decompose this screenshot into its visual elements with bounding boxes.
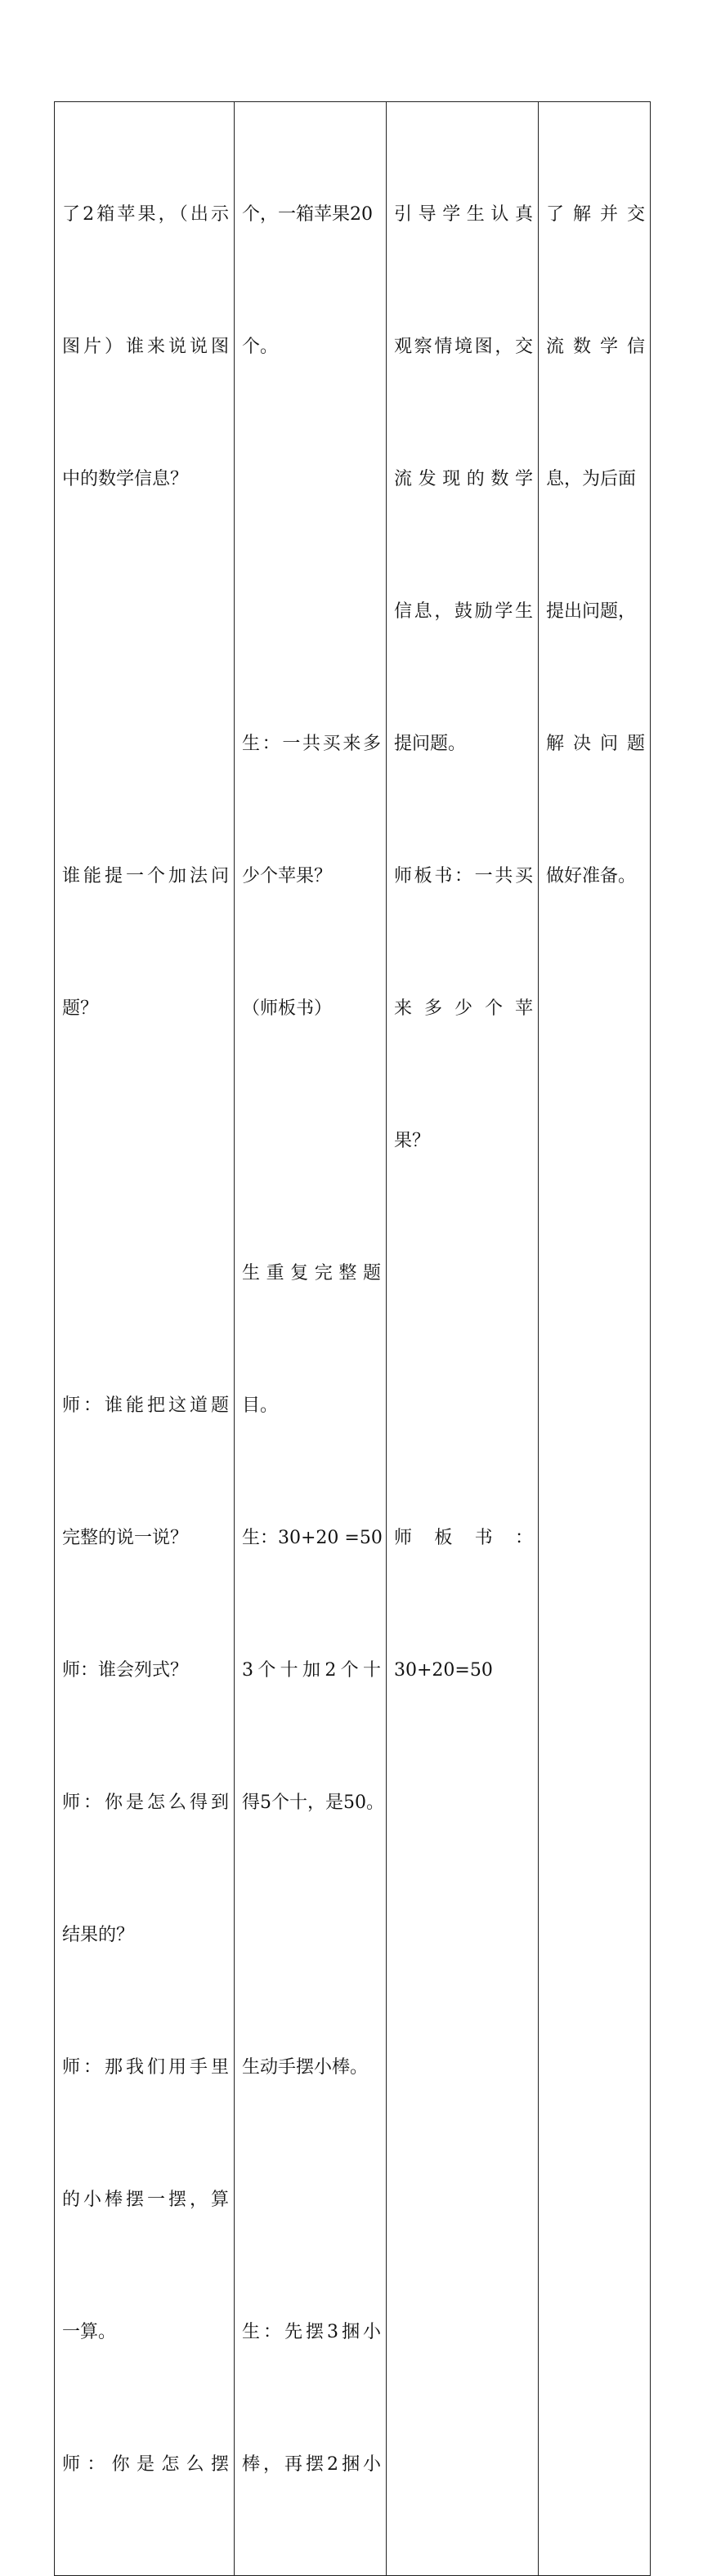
teacher-activity-text	[55, 102, 234, 2575]
text-line	[242, 2178, 381, 2222]
text-line	[242, 1913, 381, 1958]
text-line: 生动手摆小棒。	[242, 2057, 369, 2078]
text-line: 观察情境图，交	[394, 337, 533, 357]
text-line	[394, 1913, 533, 1958]
text-line	[394, 1781, 533, 1825]
text-line	[242, 1119, 381, 1163]
text-line: 引导学生认真	[394, 204, 533, 225]
text-line: 信息，鼓励学生	[394, 601, 533, 622]
text-line: 做好准备。	[546, 866, 637, 886]
text-line: 师：谁会列式？	[62, 1660, 189, 1681]
text-line: 谁能提一个加法问	[62, 866, 229, 886]
text-line: 结果的？	[62, 1925, 135, 1945]
text-line	[546, 2310, 645, 2355]
text-line: 流数学信	[546, 337, 645, 357]
student-activity-cell	[235, 102, 387, 2576]
text-line	[62, 1119, 229, 1163]
text-line: 3个十加2个十	[242, 1660, 381, 1681]
text-line: 中的数学信息？	[62, 469, 189, 489]
text-line: 得5个十，是50。	[242, 1792, 384, 1813]
table-row	[55, 102, 651, 2576]
text-line: 生：30+20 =50	[242, 1528, 383, 1548]
text-line	[242, 458, 381, 502]
text-line: 师：你是怎么得到	[62, 1792, 229, 1813]
text-line	[546, 2178, 645, 2222]
teacher-activity-cell	[55, 102, 235, 2576]
text-line: 生：先摆3捆小	[242, 2322, 381, 2342]
text-line: 息，为后面	[546, 469, 637, 489]
text-line: 的小棒摆一摆，算	[62, 2190, 229, 2210]
text-line	[242, 590, 381, 634]
text-line	[62, 590, 229, 634]
text-line: 提问题。	[394, 734, 467, 754]
text-line: 师板书：一共买	[394, 866, 533, 886]
text-line: 师：谁能把这道题	[62, 1395, 229, 1416]
text-line: 师：那我们用手里	[62, 2057, 229, 2078]
design-intent-cell	[387, 102, 539, 2576]
text-line	[394, 2310, 533, 2355]
text-line	[546, 2046, 645, 2090]
text-line	[394, 1252, 533, 1296]
student-activity-text	[235, 102, 386, 2575]
text-line: 少个苹果？	[242, 866, 333, 886]
text-line: 一算。	[62, 2322, 117, 2342]
text-line	[546, 1384, 645, 1428]
text-line: （师板书）	[242, 998, 333, 1019]
text-line: 生：一共买来多	[242, 734, 381, 754]
purpose-text	[539, 102, 650, 2575]
text-line	[546, 1252, 645, 1296]
text-line: 生重复完整题	[242, 1263, 381, 1284]
text-line: 流发现的数学	[394, 469, 533, 489]
text-line	[546, 1119, 645, 1163]
text-line: 完整的说一说？	[62, 1528, 189, 1548]
design-intent-text	[387, 102, 538, 2575]
text-line: 图片）谁来说说图	[62, 337, 229, 357]
text-line	[546, 1781, 645, 1825]
text-line: 个，一箱苹果20	[242, 204, 373, 225]
purpose-cell	[539, 102, 651, 2576]
text-line: 果？	[394, 1131, 431, 1151]
text-line: 提出问题，	[546, 601, 637, 622]
text-line: 了解并交	[546, 204, 645, 225]
text-line: 目。	[242, 1395, 279, 1416]
text-line	[62, 722, 229, 766]
lesson-plan-table	[54, 101, 651, 2576]
text-line: 棒，再摆2捆小	[242, 2454, 381, 2475]
text-line: 师：你是怎么摆	[62, 2454, 229, 2475]
text-line: 30+20=50	[394, 1660, 493, 1681]
text-line	[546, 1516, 645, 1560]
text-line	[546, 987, 645, 1031]
text-line	[394, 2046, 533, 2090]
text-line: 题？	[62, 998, 99, 1019]
text-line	[394, 1384, 533, 1428]
text-line: 来多少个苹	[394, 998, 533, 1019]
text-line	[394, 2443, 533, 2487]
text-line	[394, 2178, 533, 2222]
text-line: 师板书：	[394, 1528, 533, 1548]
text-line	[546, 2443, 645, 2487]
text-line: 了2箱苹果，（出示	[62, 204, 229, 225]
text-line	[546, 1913, 645, 1958]
text-line	[62, 1252, 229, 1296]
text-line: 解决问题	[546, 734, 645, 754]
text-line: 个。	[242, 337, 279, 357]
text-line	[546, 1649, 645, 1693]
